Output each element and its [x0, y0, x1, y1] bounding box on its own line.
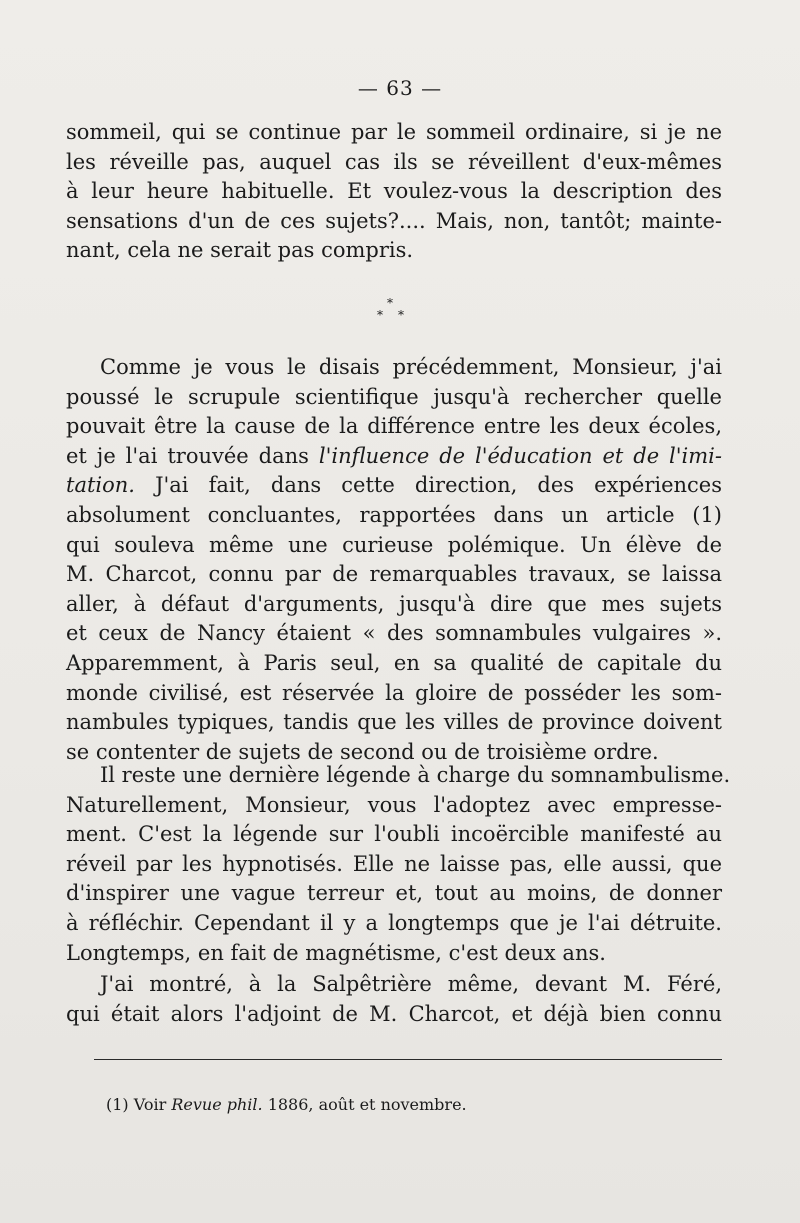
- paragraph-education-imitation: [66, 353, 722, 767]
- paragraph-continuation: [66, 118, 722, 266]
- text-line: et ceux de Nancy étaient « des somnambules vulgaires ».: [66, 621, 722, 646]
- paragraph-salpetriere: [66, 970, 722, 1029]
- text-line: sommeil, qui se continue par le sommeil ordinaire, si je ne: [66, 120, 722, 144]
- text-line: d'inspirer une vague terreur et, tout au moins, de donner: [66, 881, 722, 906]
- text-line: réveil par les hypnotisés. Elle ne laisse pas, elle aussi, que: [66, 851, 722, 876]
- footnote-journal: Revue phil.: [171, 1095, 263, 1114]
- text-line: nant, cela ne serait pas compris.: [66, 238, 414, 263]
- text-line: les réveille pas, auquel cas ils se réveillent d'eux-mêmes: [66, 149, 722, 174]
- text-line: Naturellement, Monsieur, vous l'adoptez avec empresse-: [66, 792, 722, 817]
- text-line: se contenter de sujets de second ou de troisième ordre.: [66, 739, 659, 764]
- text-run: et je l'ai trouvée dans: [66, 443, 319, 468]
- text-line: [66, 471, 722, 501]
- text-line: Apparemment, à Paris seul, en sa qualité de capitale du: [66, 650, 722, 675]
- text-line: à leur heure habituelle. Et voulez-vous la description des: [66, 179, 722, 204]
- footnote-prefix: Voir: [128, 1095, 172, 1114]
- text-line: aller, à défaut d'arguments, jusqu'à dire que mes sujets: [66, 591, 722, 616]
- italic-phrase: tation.: [66, 473, 135, 498]
- asterisk: *: [387, 296, 393, 310]
- text-run: J'ai fait, dans cette direction, des expériences: [134, 473, 722, 498]
- text-line: J'ai montré, à la Salpêtrière même, devant M. Féré,: [100, 972, 722, 996]
- text-line: nambules typiques, tandis que les villes de province doivent: [66, 710, 722, 735]
- text-line: sensations d'un de ces sujets?.... Mais, non, tantôt; mainte-: [66, 208, 722, 233]
- text-line: à réfléchir. Cependant il y a longtemps que je l'ai détruite.: [66, 910, 722, 935]
- text-line: qui était alors l'adjoint de M. Charcot, et déjà bien connu: [66, 1001, 722, 1026]
- page-number: — 63 —: [357, 76, 443, 100]
- paragraph-oubli-legend: [66, 761, 731, 968]
- footnote-divider: [94, 1059, 722, 1060]
- footnote: [106, 1095, 467, 1114]
- text-line: [66, 442, 722, 472]
- asterisk: *: [377, 308, 383, 322]
- text-line: Comme je vous le disais précédemment, Monsieur, j'ai: [100, 355, 722, 379]
- text-line: poussé le scrupule scientifique jusqu'à rechercher quelle: [66, 384, 722, 409]
- text-line: absolument concluantes, rapportées dans un article (1): [66, 502, 722, 527]
- footnote-date: 1886, août et novembre.: [262, 1095, 467, 1114]
- text-line: qui souleva même une curieuse polémique. Un élève de: [66, 532, 722, 557]
- text-line: M. Charcot, connu par de remarquables travaux, se laissa: [66, 562, 722, 587]
- footnote-marker: (1): [106, 1095, 129, 1114]
- text-line: ment. C'est la légende sur l'oubli incoërcible manifesté au: [66, 822, 722, 847]
- text-line: Il reste une dernière légende à charge du somnambulisme.: [100, 763, 731, 787]
- section-separator-asterism: [372, 296, 412, 326]
- text-line: Longtemps, en fait de magnétisme, c'est deux ans.: [66, 940, 606, 965]
- text-line: monde civilisé, est réservée la gloire de posséder les som-: [66, 680, 722, 705]
- asterisk: *: [398, 308, 404, 322]
- italic-phrase: l'influence de l'éducation et de l'imi-: [318, 443, 722, 468]
- text-line: pouvait être la cause de la différence entre les deux écoles,: [66, 414, 722, 439]
